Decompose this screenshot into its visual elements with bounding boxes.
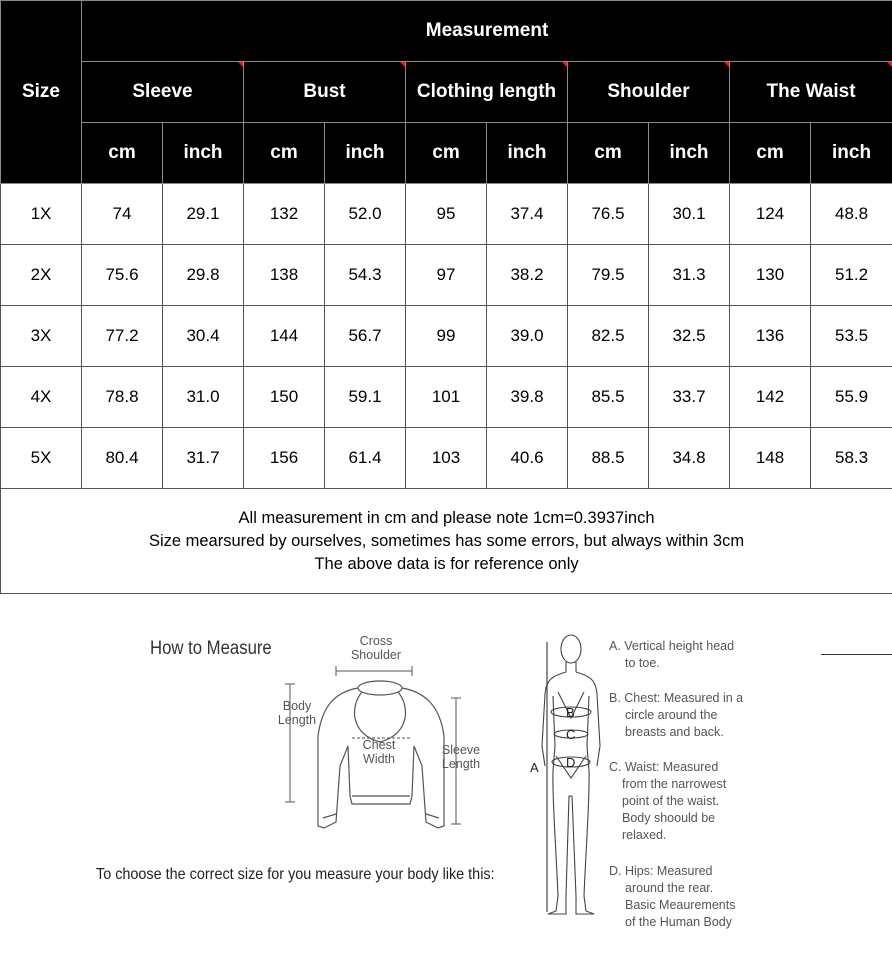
note-line: All measurement in cm and please note 1cm=0.3937inch [238, 508, 655, 527]
value-cell: 54.3 [325, 245, 406, 306]
chest-width-label: Chest Width [362, 738, 396, 766]
value-cell: 29.1 [163, 184, 244, 245]
value-cell: 130 [730, 245, 811, 306]
value-cell: 40.6 [487, 428, 568, 489]
value-cell: 148 [730, 428, 811, 489]
bust-header: Bust [244, 62, 406, 123]
annotation-b: B. Chest: Measured in a circle around the breasts and back. [609, 691, 744, 739]
value-cell: 30.1 [649, 184, 730, 245]
human-body-drawing [542, 635, 600, 914]
value-cell: 33.7 [649, 367, 730, 428]
value-cell: 95 [406, 184, 487, 245]
unit-header: cm [568, 123, 649, 184]
value-cell: 79.5 [568, 245, 649, 306]
body-length-label: Body Length [277, 699, 317, 727]
unit-header: cm [730, 123, 811, 184]
value-cell: 34.8 [649, 428, 730, 489]
waist-header: The Waist [730, 62, 892, 123]
value-cell: 29.8 [163, 245, 244, 306]
how-to-measure-section [0, 596, 892, 960]
value-cell: 74 [82, 184, 163, 245]
how-to-measure-title: How to Measure [150, 638, 272, 659]
value-cell: 124 [730, 184, 811, 245]
unit-header: inch [811, 123, 892, 184]
value-cell: 75.6 [82, 245, 163, 306]
unit-header: cm [82, 123, 163, 184]
table-row [1, 306, 892, 367]
size-header: Size [1, 1, 82, 184]
value-cell: 99 [406, 306, 487, 367]
size-cell: 1X [1, 184, 82, 245]
value-cell: 31.7 [163, 428, 244, 489]
value-cell: 55.9 [811, 367, 892, 428]
annotation-a: A. Vertical height head to toe. [609, 639, 735, 670]
table-row [1, 184, 892, 245]
body-letter-d: D [566, 755, 576, 770]
unit-header: inch [325, 123, 406, 184]
unit-header: cm [406, 123, 487, 184]
table-row [1, 428, 892, 489]
value-cell: 97 [406, 245, 487, 306]
value-cell: 88.5 [568, 428, 649, 489]
body-letter-a: A [530, 760, 539, 775]
value-cell: 52.0 [325, 184, 406, 245]
value-cell: 38.2 [487, 245, 568, 306]
value-cell: 56.7 [325, 306, 406, 367]
measurement-header: Measurement [82, 1, 892, 62]
value-cell: 150 [244, 367, 325, 428]
body-letter-c: C [566, 727, 576, 742]
size-cell: 5X [1, 428, 82, 489]
note-line: The above data is for reference only [314, 554, 579, 573]
notes-cell [1, 489, 892, 594]
clothing-length-header: Clothing length [406, 62, 568, 123]
annotation-d: D. Hips: Measured around the rear. Basic Meaurements of the Human Body [609, 864, 736, 929]
value-cell: 30.4 [163, 306, 244, 367]
value-cell: 39.0 [487, 306, 568, 367]
divider-line [821, 654, 892, 655]
choose-size-instruction: To choose the correct size for you measure your body like this: [96, 866, 495, 883]
value-cell: 101 [406, 367, 487, 428]
annotation-c: C. Waist: Measured from the narrowest point of the waist. Body shoould be relaxed. [609, 760, 727, 842]
value-cell: 136 [730, 306, 811, 367]
value-cell: 59.1 [325, 367, 406, 428]
size-cell: 4X [1, 367, 82, 428]
value-cell: 103 [406, 428, 487, 489]
table-header [1, 1, 892, 184]
unit-header: inch [487, 123, 568, 184]
value-cell: 144 [244, 306, 325, 367]
value-cell: 31.3 [649, 245, 730, 306]
size-cell: 3X [1, 306, 82, 367]
table-row [1, 367, 892, 428]
measure-illustration [0, 596, 892, 960]
sleeve-length-label: Sleeve Length [441, 743, 481, 771]
value-cell: 32.5 [649, 306, 730, 367]
value-cell: 142 [730, 367, 811, 428]
value-cell: 82.5 [568, 306, 649, 367]
value-cell: 53.5 [811, 306, 892, 367]
value-cell: 138 [244, 245, 325, 306]
value-cell: 31.0 [163, 367, 244, 428]
value-cell: 156 [244, 428, 325, 489]
cross-shoulder-label: Cross Shoulder [350, 634, 402, 662]
value-cell: 39.8 [487, 367, 568, 428]
value-cell: 132 [244, 184, 325, 245]
value-cell: 85.5 [568, 367, 649, 428]
value-cell: 58.3 [811, 428, 892, 489]
value-cell: 76.5 [568, 184, 649, 245]
unit-header: inch [163, 123, 244, 184]
shoulder-header: Shoulder [568, 62, 730, 123]
unit-header: cm [244, 123, 325, 184]
value-cell: 61.4 [325, 428, 406, 489]
value-cell: 77.2 [82, 306, 163, 367]
table-row [1, 245, 892, 306]
notes-row [1, 489, 892, 594]
body-letter-b: B [566, 705, 575, 720]
value-cell: 48.8 [811, 184, 892, 245]
size-cell: 2X [1, 245, 82, 306]
value-cell: 78.8 [82, 367, 163, 428]
unit-header: inch [649, 123, 730, 184]
note-line: Size mearsured by ourselves, sometimes has some errors, but always within 3cm [148, 531, 745, 550]
sleeve-header: Sleeve [82, 62, 244, 123]
value-cell: 51.2 [811, 245, 892, 306]
value-cell: 37.4 [487, 184, 568, 245]
value-cell: 80.4 [82, 428, 163, 489]
